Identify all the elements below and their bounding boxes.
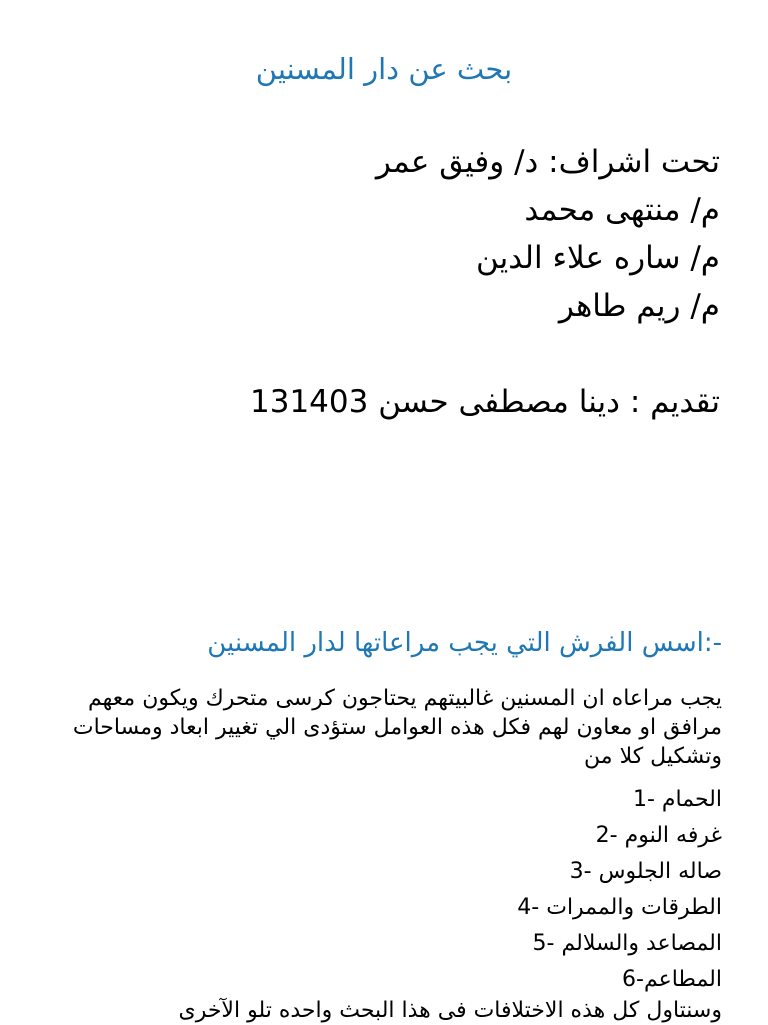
assistant-line: م/ ريم طاهر <box>558 288 720 324</box>
list-item: المطاعم-6 <box>622 967 722 992</box>
assistant-line: م/ ساره علاء الدين <box>476 240 720 276</box>
assistant-line: م/ منتهى محمد <box>524 192 720 228</box>
list-item: الحمام -1 <box>633 787 722 812</box>
section-heading: -:اسس الفرش التي يجب مراعاتها لدار المسنين <box>207 628 722 658</box>
supervisor-line: تحت اشراف: د/ وفيق عمر <box>375 144 720 180</box>
document-title: بحث عن دار المسنين <box>255 52 513 86</box>
credits-block <box>160 138 720 330</box>
intro-paragraph: يجب مراعاه ان المسنين غالبيتهم يحتاجون كرسى متحرك ويكون معهم مرافق او معاون لهم فكل هذه العوامل ستؤدى الي تغيير ابعاد ومساحات وتشكيل كلا من <box>72 686 722 769</box>
closing-line: وسنتاول كل هذه الاختلافات فى هذا البحث واحده تلو الآخرى <box>178 998 722 1023</box>
list-item: غرفه النوم -2 <box>595 823 722 848</box>
presenter-line: تقديم : دينا مصطفى حسن 131403 <box>250 384 720 420</box>
list-item: الطرقات والممرات -4 <box>517 895 722 920</box>
list-item: صاله الجلوس -3 <box>569 859 722 884</box>
list-item: المصاعد والسلالم -5 <box>532 931 722 956</box>
spaces-list <box>42 782 722 998</box>
